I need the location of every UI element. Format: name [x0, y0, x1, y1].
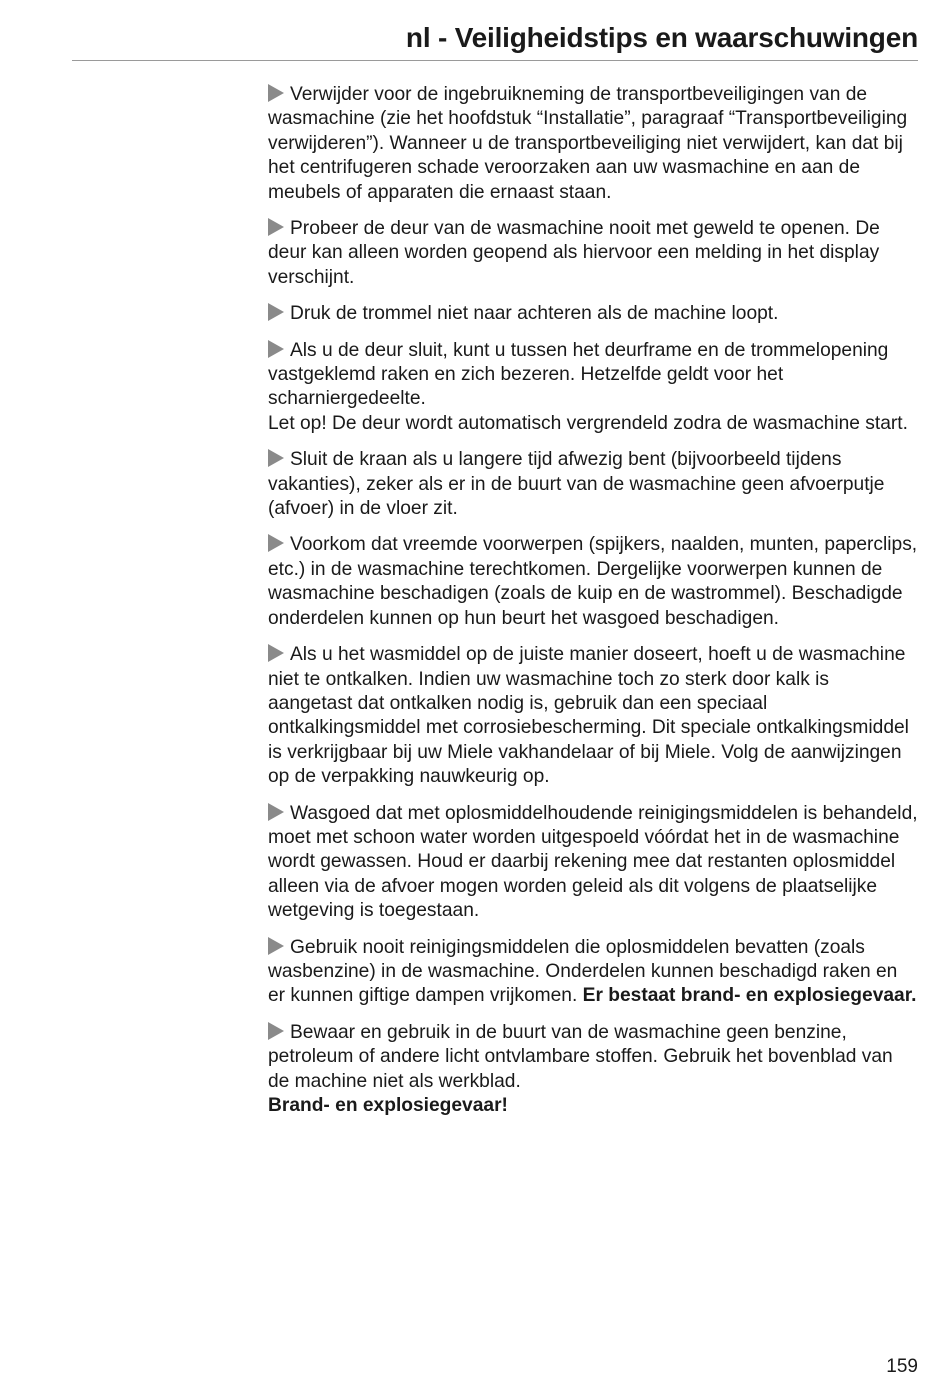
tip-text: Verwijder voor de ingebruikneming de transportbeveiligingen van de wasmachine (zie het hoofdstuk “Installatie”, paragraaf “Transportbeveiliging verwijderen”). Wanneer u de transportbeveiliging niet verwijdert, kan dat bij het centrifugeren schade veroorzaken aan uw wasmachine en aan de meubels of apparaten die ernaast staan.	[268, 84, 908, 203]
bullet-triangle-icon	[268, 534, 284, 552]
bullet-triangle-icon	[268, 644, 284, 662]
bullet-triangle-icon	[268, 449, 284, 467]
page-header	[72, 18, 918, 61]
safety-tip-solvent-laundry	[268, 802, 918, 924]
page-number: 159	[886, 1356, 918, 1377]
tip-text: Als u het wasmiddel op de juiste manier doseert, hoeft u de wasmachine niet te ontkalken. Indien uw wasmachine toch zo sterk door kalk is aangetast dat ontkalken nodig is, gebruik dan een speciaal ontkalkingsmiddel met corrosiebescherming. Dit speciale ontkalkingsmiddel is verkrijgbaar bij uw Miele vakhandelaar of bij Miele. Volg de aanwijzingen op de verpakking nauwkeurig op.	[268, 644, 909, 788]
tip-text: Druk de trommel niet naar achteren als de machine loopt.	[290, 303, 779, 325]
tip-text: Als u de deur sluit, kunt u tussen het deurframe en de trommelopening vastgeklemd raken en zich bezeren. Hetzelfde geldt voor het scharniergedeelte.	[268, 339, 889, 410]
safety-tip-door-force	[268, 217, 918, 290]
safety-tip-flammable	[268, 1021, 918, 1119]
tip-text: Probeer de deur van de wasmachine nooit met geweld te openen. De deur kan alleen worden geopend als hiervoor een melding in het display verschijnt.	[268, 218, 880, 288]
bullet-triangle-icon	[268, 303, 284, 321]
bullet-triangle-icon	[268, 340, 284, 358]
tip-text: Wasgoed dat met oplosmiddelhoudende reinigingsmiddelen is behandeld, moet met schoon water worden uitgespoeld vóórdat het in de wasmachine wordt gewassen. Houd er daarbij rekening mee dat restanten oplosmiddel alleen via de afvoer mogen worden geleid als dit volgens de plaatselijke wetgeving is toegestaan.	[268, 802, 918, 922]
safety-tip-foreign-objects	[268, 533, 918, 631]
tip-warning: Brand- en explosiegevaar!	[268, 1095, 508, 1116]
safety-tip-transport	[268, 83, 918, 205]
safety-tip-door-close	[268, 339, 918, 437]
safety-tip-solvent-detergent	[268, 936, 918, 1009]
tip-warning: Er bestaat brand- en explosiegevaar.	[582, 985, 917, 1007]
tip-text: Gebruik nooit reinigingsmiddelen die oplosmiddelen bevatten (zoals wasbenzine) in de wasmachine. Onderdelen kunnen beschadigd raken en er kunnen giftige dampen vrijkomen.	[268, 936, 898, 1007]
safety-tip-descaling	[268, 643, 918, 789]
bullet-triangle-icon	[268, 1022, 284, 1040]
tip-note: Let op! De deur wordt automatisch vergrendeld zodra de wasmachine start.	[268, 412, 908, 434]
safety-tip-tap	[268, 448, 918, 521]
bullet-triangle-icon	[268, 218, 284, 236]
safety-tips-list	[268, 83, 918, 1130]
bullet-triangle-icon	[268, 937, 284, 955]
bullet-triangle-icon	[268, 84, 284, 102]
tip-text: Bewaar en gebruik in de buurt van de wasmachine geen benzine, petroleum of andere licht ontvlambare stoffen. Gebruik het bovenblad van de machine niet als werkblad.	[268, 1021, 893, 1092]
page-title: nl - Veiligheidstips en waarschuwingen	[405, 22, 918, 53]
tip-text: Sluit de kraan als u langere tijd afwezig bent (bijvoorbeeld tijdens vakanties), zeker als er in de buurt van de wasmachine geen afvoerputje (afvoer) in de vloer zit.	[268, 449, 885, 520]
safety-tip-drum	[268, 302, 918, 326]
bullet-triangle-icon	[268, 803, 284, 821]
tip-text: Voorkom dat vreemde voorwerpen (spijkers, naalden, munten, paperclips, etc.) in de wasmachine terechtkomen. Dergelijke voorwerpen kunnen de wasmachine beschadigen (zoals de kuip en de wastrommel). Beschadigde onderdelen kunnen op hun beurt het wasgoed beschadigen.	[268, 534, 918, 629]
